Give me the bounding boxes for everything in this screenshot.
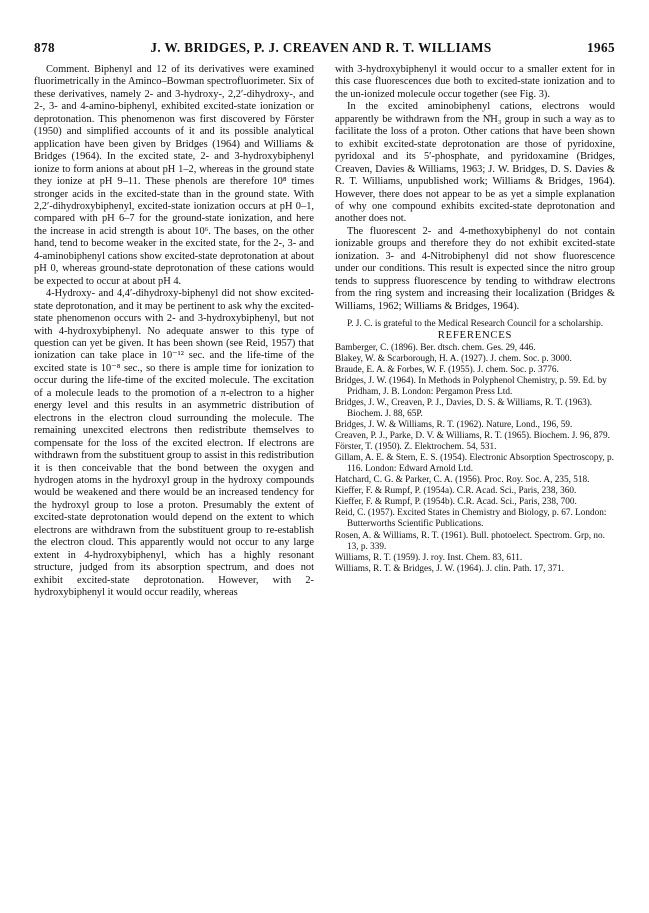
paragraph-comment: Comment. Biphenyl and 12 of its derivatives were examined fluorimetrically in the Aminco–Bowman spectrofluorimeter. Six of these derivatives, namely 2- and 3-hydroxy-, 2,2′-dihydroxy-, and 2-, 3- and 4-amino-biphenyl, exhibited excited-state ionization or deprotonation. This phenomenon was first discovered by Förster (1950) and simplified accounts of it and its possible analytical application have been given by Bridges (1964) and Williams & Bridges (1964). In the excited state, 2- and 3-hydroxybiphenyl ionize to form anions at about pH 1–2, whereas in the ground state they ionize at pH 9–11. These phenols are therefore 10⁸ times stronger acids in the excited-state than in the ground state. With 2,2′-dihydroxybiphenyl, excited-state ionization occurs at pH 0–1, compared with pH 6–7 for the ground-state ionization, and here the increase in acid strength is about 10⁶. The bases, on the other hand, tend to become weaker in the excited state, for the 2-, 3- and 4-aminobiphenyl cations show excited-state deprotonation at about pH 0, whereas ground-state deprotonation of these cations would be expected to occur at about pH 4. [34, 64, 314, 287]
two-column-body [34, 64, 615, 599]
paragraph-continuation: with 3-hydroxybiphenyl it would occur to a smaller extent for in this case fluorescences due both to excited-state ionization and to the un-ionized molecule occur together (see Fig. 3). [335, 64, 615, 100]
reference-item: Williams, R. T. & Bridges, J. W. (1964). J. clin. Path. 17, 371. [335, 563, 564, 574]
reference-list [335, 343, 615, 575]
left-column [34, 64, 314, 599]
page-number: 878 [34, 40, 55, 55]
reference-item: Reid, C. (1957). Excited States in Chemistry and Biology, p. 67. London: Butterworths Scientific Publications. [335, 508, 607, 530]
reference-item: Kieffer, F. & Rumpf, P. (1954a). C.R. Acad. Sci., Paris, 238, 360. [335, 486, 577, 497]
reference-item: Förster, T. (1950). Z. Elektrochem. 54, 531. [335, 442, 497, 453]
paragraph-hydroxy: 4-Hydroxy- and 4,4′-dihydroxy-biphenyl did not show excited-state deprotonation, and it may be pertinent to ask why the excited-state phenomenon occurs with 2- and 3-hydroxybiphenyl, but not with 4-hydroxybiphenyl. No adequate answer to this type of question can yet be given. It has been shown (see Reid, 1957) that ionization can take place in 10⁻¹² sec. and the life-time of the excited state is 10⁻⁸ sec., so there is ample time for ionization to occur during the life-time of the excited molecule. The excitation of a molecule leads to the promotion of a π-electron to a higher energy level and this results in an asymmetric distribution of electrons in the electron cloud surrounding the molecule. The remaining unexcited electrons then redistribute themselves to compensate for the loss of the excited electron. If electrons are withdrawn from the substituent group to assist in this redistribution it is then conceivable that the bond between the oxygen and hydrogen atoms in the hydroxyl group in the hydroxy compounds would be weakened and there would be an increased tendency for the hydroxyl group to lose a proton. Presumably the extent of excited-state deprotonation would depend on the extent to which electrons are withdrawn from the substituent group to re-establish the electron cloud. This apparently would not occur to any large extent in 4-hydroxybiphenyl, which has a highly resonant structure, judged from its absorption spectrum, and does not exhibit excited-state deprotonation. However, with 2-hydroxybiphenyl it would occur readily, whereas [34, 288, 314, 599]
references-heading: REFERENCES [437, 330, 513, 342]
reference-item: Creaven, P. J., Parke, D. V. & Williams, R. T. (1965). Biochem. J. 96, 879. [335, 431, 610, 442]
running-title: J. W. BRIDGES, P. J. CREAVEN AND R. T. WILLIAMS [150, 40, 492, 55]
reference-item: Bridges, J. W. (1964). In Methods in Polyphenol Chemistry, p. 59. Ed. by Pridham, J. B. London: Pergamon Press Ltd. [335, 375, 607, 397]
acknowledgement: P. J. C. is grateful to the Medical Research Council for a scholarship. [347, 319, 604, 330]
reference-item: Blakey, W. & Scarborough, H. A. (1927). J. chem. Soc. p. 3000. [335, 353, 572, 364]
right-column [335, 64, 615, 599]
reference-item: Gillam, A. E. & Stern, E. S. (1954). Electronic Absorption Spectroscopy, p. 116. London: Edward Arnold Ltd. [335, 453, 614, 475]
reference-item: Williams, R. T. (1959). J. roy. Inst. Chem. 83, 611. [335, 552, 523, 563]
reference-item: Bridges, J. W. & Williams, R. T. (1962). Nature, Lond., 196, 59. [335, 420, 573, 431]
page-header [34, 40, 615, 58]
paragraph-aminobiphenyl: In the excited aminobiphenyl cations, electrons would apparently be withdrawn from the N̊H₃ group in such a way as to facilitate the loss of a proton. Other cations that have been shown to exhibit excited-state deprotonation are those of pyridoxine, pyridoxal and its 5′-phosphate, and pyridoxamine (Bridges, Creaven, Davies & Williams, 1963; J. W. Bridges, D. S. Davies & R. T. Williams, unpublished work; Williams & Bridges, 1964). However, there does not appear to be as yet a simple explanation of why one compound exhibits excited-state deprotonation and another does not. [335, 101, 615, 225]
reference-item: Hatchard, C. G. & Parker, C. A. (1956). Proc. Roy. Soc. A, 235, 518. [335, 475, 590, 486]
publication-year: 1965 [587, 40, 615, 55]
reference-item: Braude, E. A. & Forbes, W. F. (1955). J. chem. Soc. p. 3776. [335, 364, 559, 375]
reference-item: Rosen, A. & Williams, R. T. (1961). Bull. photoelect. Spectrom. Grp, no. 13, p. 339. [335, 530, 605, 552]
reference-item: Kieffer, F. & Rumpf, P. (1954b). C.R. Acad. Sci., Paris, 238, 700. [335, 497, 577, 508]
paragraph-methoxy: The fluorescent 2- and 4-methoxybiphenyl do not contain ionizable groups and therefore they do not exhibit excited-state ionization. 3- and 4-Nitrobiphenyl did not show fluorescence under our conditions. This result is expected since the nitro group tends to suppress fluorescence by tending to withdraw electrons from the ring system and increasing their localization (Bridges & Williams, 1962; Williams & Bridges, 1964). [335, 225, 615, 312]
reference-item: Bamberger, C. (1896). Ber. dtsch. chem. Ges. 29, 446. [335, 342, 536, 353]
reference-item: Bridges, J. W., Creaven, P. J., Davies, D. S. & Williams, R. T. (1963). Biochem. J. 88, 65P. [335, 397, 593, 419]
